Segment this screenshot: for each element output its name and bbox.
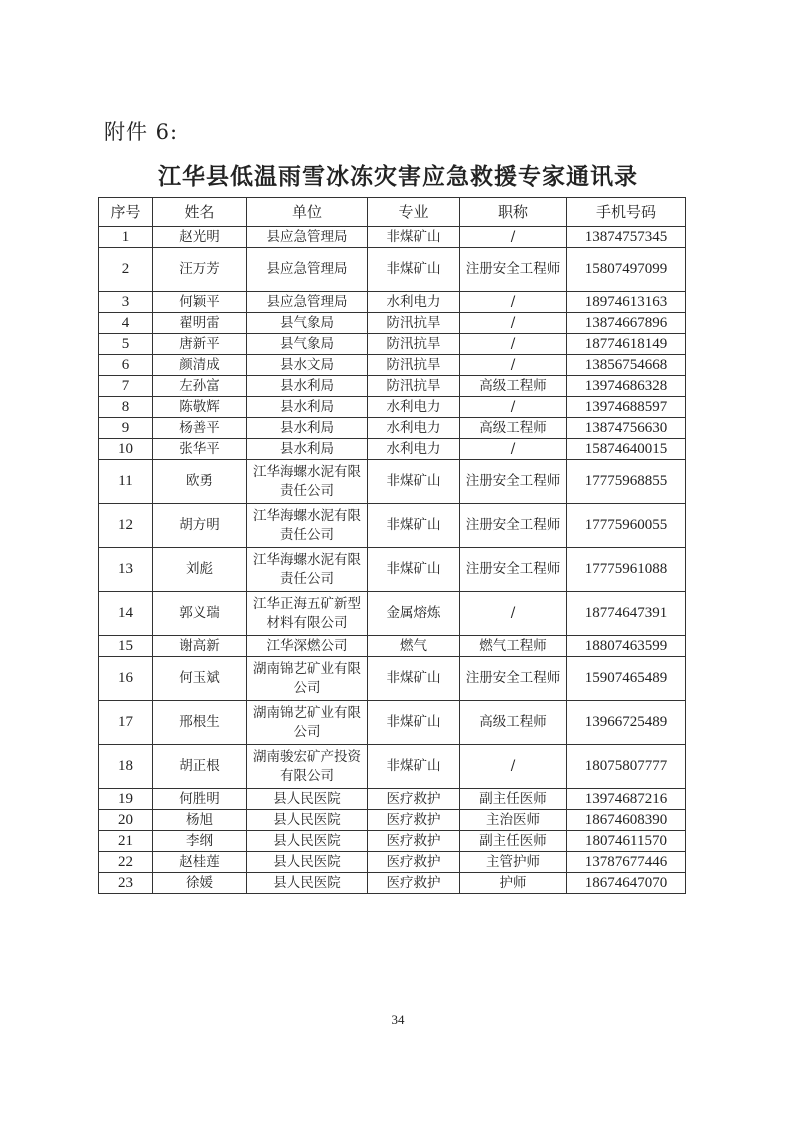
- table-row: [99, 636, 686, 657]
- cell-unit: 县人民医院: [247, 810, 368, 831]
- cell-unit: 湖南锦艺矿业有限公司: [247, 657, 368, 701]
- cell-field: 防汛抗旱: [368, 376, 460, 397]
- cell-name: 何颖平: [153, 292, 247, 313]
- cell-phone: 13974686328: [567, 376, 686, 397]
- cell-phone: 18074611570: [567, 831, 686, 852]
- cell-name: 欧勇: [153, 460, 247, 504]
- cell-phone: 18674647070: [567, 873, 686, 894]
- cell-unit: 县人民医院: [247, 831, 368, 852]
- cell-field: 非煤矿山: [368, 227, 460, 248]
- cell-phone: 17775968855: [567, 460, 686, 504]
- table-row: [99, 873, 686, 894]
- page-number: 34: [391, 1012, 405, 1027]
- cell-no: 16: [99, 657, 153, 701]
- table-row: [99, 810, 686, 831]
- cell-title: /: [460, 292, 567, 313]
- cell-no: 8: [99, 397, 153, 418]
- cell-field: 非煤矿山: [368, 657, 460, 701]
- cell-name: 赵桂莲: [153, 852, 247, 873]
- table-header-row: [99, 198, 686, 227]
- cell-no: 6: [99, 355, 153, 376]
- cell-unit: 县水利局: [247, 397, 368, 418]
- cell-field: 水利电力: [368, 418, 460, 439]
- cell-no: 21: [99, 831, 153, 852]
- cell-phone: 17775961088: [567, 548, 686, 592]
- cell-field: 医疗救护: [368, 810, 460, 831]
- cell-no: 17: [99, 701, 153, 745]
- cell-unit: 县水利局: [247, 439, 368, 460]
- cell-name: 赵光明: [153, 227, 247, 248]
- cell-no: 7: [99, 376, 153, 397]
- cell-no: 3: [99, 292, 153, 313]
- cell-no: 18: [99, 745, 153, 789]
- cell-no: 15: [99, 636, 153, 657]
- cell-title: 注册安全工程师: [460, 248, 567, 292]
- table-row: [99, 292, 686, 313]
- cell-field: 防汛抗旱: [368, 334, 460, 355]
- table-row: [99, 852, 686, 873]
- cell-no: 14: [99, 592, 153, 636]
- cell-unit: 县气象局: [247, 334, 368, 355]
- cell-field: 非煤矿山: [368, 248, 460, 292]
- cell-title: 主治医师: [460, 810, 567, 831]
- cell-field: 水利电力: [368, 397, 460, 418]
- cell-title: /: [460, 745, 567, 789]
- cell-phone: 13787677446: [567, 852, 686, 873]
- cell-name: 杨旭: [153, 810, 247, 831]
- cell-title: 注册安全工程师: [460, 504, 567, 548]
- cell-phone: 13874756630: [567, 418, 686, 439]
- cell-name: 刘彪: [153, 548, 247, 592]
- cell-field: 医疗救护: [368, 873, 460, 894]
- header-field: 专业: [368, 198, 460, 227]
- cell-name: 何玉斌: [153, 657, 247, 701]
- cell-no: 19: [99, 789, 153, 810]
- cell-name: 陈敬辉: [153, 397, 247, 418]
- table-row: [99, 439, 686, 460]
- cell-field: 医疗救护: [368, 852, 460, 873]
- cell-name: 邢根生: [153, 701, 247, 745]
- cell-no: 20: [99, 810, 153, 831]
- cell-title: /: [460, 592, 567, 636]
- table-row: [99, 745, 686, 789]
- cell-phone: 15874640015: [567, 439, 686, 460]
- cell-name: 杨善平: [153, 418, 247, 439]
- cell-title: /: [460, 334, 567, 355]
- cell-no: 10: [99, 439, 153, 460]
- cell-no: 9: [99, 418, 153, 439]
- cell-unit: 县人民医院: [247, 873, 368, 894]
- cell-title: 注册安全工程师: [460, 657, 567, 701]
- header-unit: 单位: [247, 198, 368, 227]
- cell-name: 李纲: [153, 831, 247, 852]
- table-row: [99, 831, 686, 852]
- cell-name: 翟明雷: [153, 313, 247, 334]
- cell-phone: 13966725489: [567, 701, 686, 745]
- table-row: [99, 592, 686, 636]
- cell-field: 防汛抗旱: [368, 313, 460, 334]
- header-title: 职称: [460, 198, 567, 227]
- cell-unit: 湖南骏宏矿产投资有限公司: [247, 745, 368, 789]
- table-row: [99, 548, 686, 592]
- cell-phone: 13974687216: [567, 789, 686, 810]
- cell-unit: 江华海螺水泥有限责任公司: [247, 504, 368, 548]
- cell-unit: 县应急管理局: [247, 227, 368, 248]
- table-row: [99, 701, 686, 745]
- cell-no: 4: [99, 313, 153, 334]
- cell-name: 谢高新: [153, 636, 247, 657]
- cell-name: 颜清成: [153, 355, 247, 376]
- table-row: [99, 355, 686, 376]
- cell-field: 非煤矿山: [368, 701, 460, 745]
- table-row: [99, 227, 686, 248]
- cell-name: 胡方明: [153, 504, 247, 548]
- cell-name: 胡正根: [153, 745, 247, 789]
- cell-phone: 15907465489: [567, 657, 686, 701]
- cell-field: 非煤矿山: [368, 745, 460, 789]
- cell-phone: 17775960055: [567, 504, 686, 548]
- cell-title: 副主任医师: [460, 789, 567, 810]
- cell-title: 高级工程师: [460, 701, 567, 745]
- cell-unit: 县人民医院: [247, 789, 368, 810]
- cell-name: 徐媛: [153, 873, 247, 894]
- cell-phone: 13856754668: [567, 355, 686, 376]
- cell-field: 水利电力: [368, 439, 460, 460]
- cell-phone: 18807463599: [567, 636, 686, 657]
- cell-title: /: [460, 439, 567, 460]
- expert-contact-table: [98, 197, 686, 894]
- cell-no: 13: [99, 548, 153, 592]
- cell-phone: 18974613163: [567, 292, 686, 313]
- table-row: [99, 248, 686, 292]
- cell-unit: 江华海螺水泥有限责任公司: [247, 460, 368, 504]
- cell-phone: 18075807777: [567, 745, 686, 789]
- cell-field: 医疗救护: [368, 831, 460, 852]
- cell-phone: 13874667896: [567, 313, 686, 334]
- attachment-label: 附件 6:: [104, 120, 179, 144]
- cell-unit: 江华深燃公司: [247, 636, 368, 657]
- cell-name: 左孙富: [153, 376, 247, 397]
- cell-phone: 18774618149: [567, 334, 686, 355]
- table-row: [99, 460, 686, 504]
- cell-phone: 13974688597: [567, 397, 686, 418]
- table-row: [99, 397, 686, 418]
- cell-name: 唐新平: [153, 334, 247, 355]
- cell-title: 注册安全工程师: [460, 548, 567, 592]
- cell-title: /: [460, 355, 567, 376]
- cell-title: 高级工程师: [460, 376, 567, 397]
- cell-unit: 江华正海五矿新型材料有限公司: [247, 592, 368, 636]
- cell-unit: 江华海螺水泥有限责任公司: [247, 548, 368, 592]
- document-title: 江华县低温雨雪冰冻灾害应急救援专家通讯录: [158, 164, 638, 190]
- cell-phone: 18674608390: [567, 810, 686, 831]
- cell-name: 郭义瑞: [153, 592, 247, 636]
- cell-field: 医疗救护: [368, 789, 460, 810]
- table-row: [99, 657, 686, 701]
- cell-no: 5: [99, 334, 153, 355]
- table-row: [99, 504, 686, 548]
- cell-name: 汪万芳: [153, 248, 247, 292]
- cell-title: 副主任医师: [460, 831, 567, 852]
- cell-no: 2: [99, 248, 153, 292]
- table-row: [99, 313, 686, 334]
- cell-unit: 湖南锦艺矿业有限公司: [247, 701, 368, 745]
- cell-field: 燃气: [368, 636, 460, 657]
- cell-field: 非煤矿山: [368, 548, 460, 592]
- cell-title: /: [460, 397, 567, 418]
- cell-no: 11: [99, 460, 153, 504]
- cell-phone: 18774647391: [567, 592, 686, 636]
- header-name: 姓名: [153, 198, 247, 227]
- cell-name: 张华平: [153, 439, 247, 460]
- cell-title: /: [460, 227, 567, 248]
- table-row: [99, 789, 686, 810]
- header-phone: 手机号码: [567, 198, 686, 227]
- cell-field: 水利电力: [368, 292, 460, 313]
- header-no: 序号: [99, 198, 153, 227]
- cell-title: 燃气工程师: [460, 636, 567, 657]
- cell-unit: 县水利局: [247, 376, 368, 397]
- table-row: [99, 418, 686, 439]
- cell-no: 1: [99, 227, 153, 248]
- table-row: [99, 376, 686, 397]
- cell-unit: 县水利局: [247, 418, 368, 439]
- cell-title: /: [460, 313, 567, 334]
- cell-field: 非煤矿山: [368, 504, 460, 548]
- table-row: [99, 334, 686, 355]
- cell-title: 高级工程师: [460, 418, 567, 439]
- cell-phone: 15807497099: [567, 248, 686, 292]
- cell-unit: 县气象局: [247, 313, 368, 334]
- cell-unit: 县应急管理局: [247, 292, 368, 313]
- cell-field: 防汛抗旱: [368, 355, 460, 376]
- cell-name: 何胜明: [153, 789, 247, 810]
- cell-no: 22: [99, 852, 153, 873]
- cell-phone: 13874757345: [567, 227, 686, 248]
- cell-unit: 县水文局: [247, 355, 368, 376]
- cell-field: 非煤矿山: [368, 460, 460, 504]
- cell-unit: 县应急管理局: [247, 248, 368, 292]
- cell-no: 12: [99, 504, 153, 548]
- cell-field: 金属熔炼: [368, 592, 460, 636]
- cell-unit: 县人民医院: [247, 852, 368, 873]
- cell-title: 主管护师: [460, 852, 567, 873]
- cell-no: 23: [99, 873, 153, 894]
- cell-title: 注册安全工程师: [460, 460, 567, 504]
- cell-title: 护师: [460, 873, 567, 894]
